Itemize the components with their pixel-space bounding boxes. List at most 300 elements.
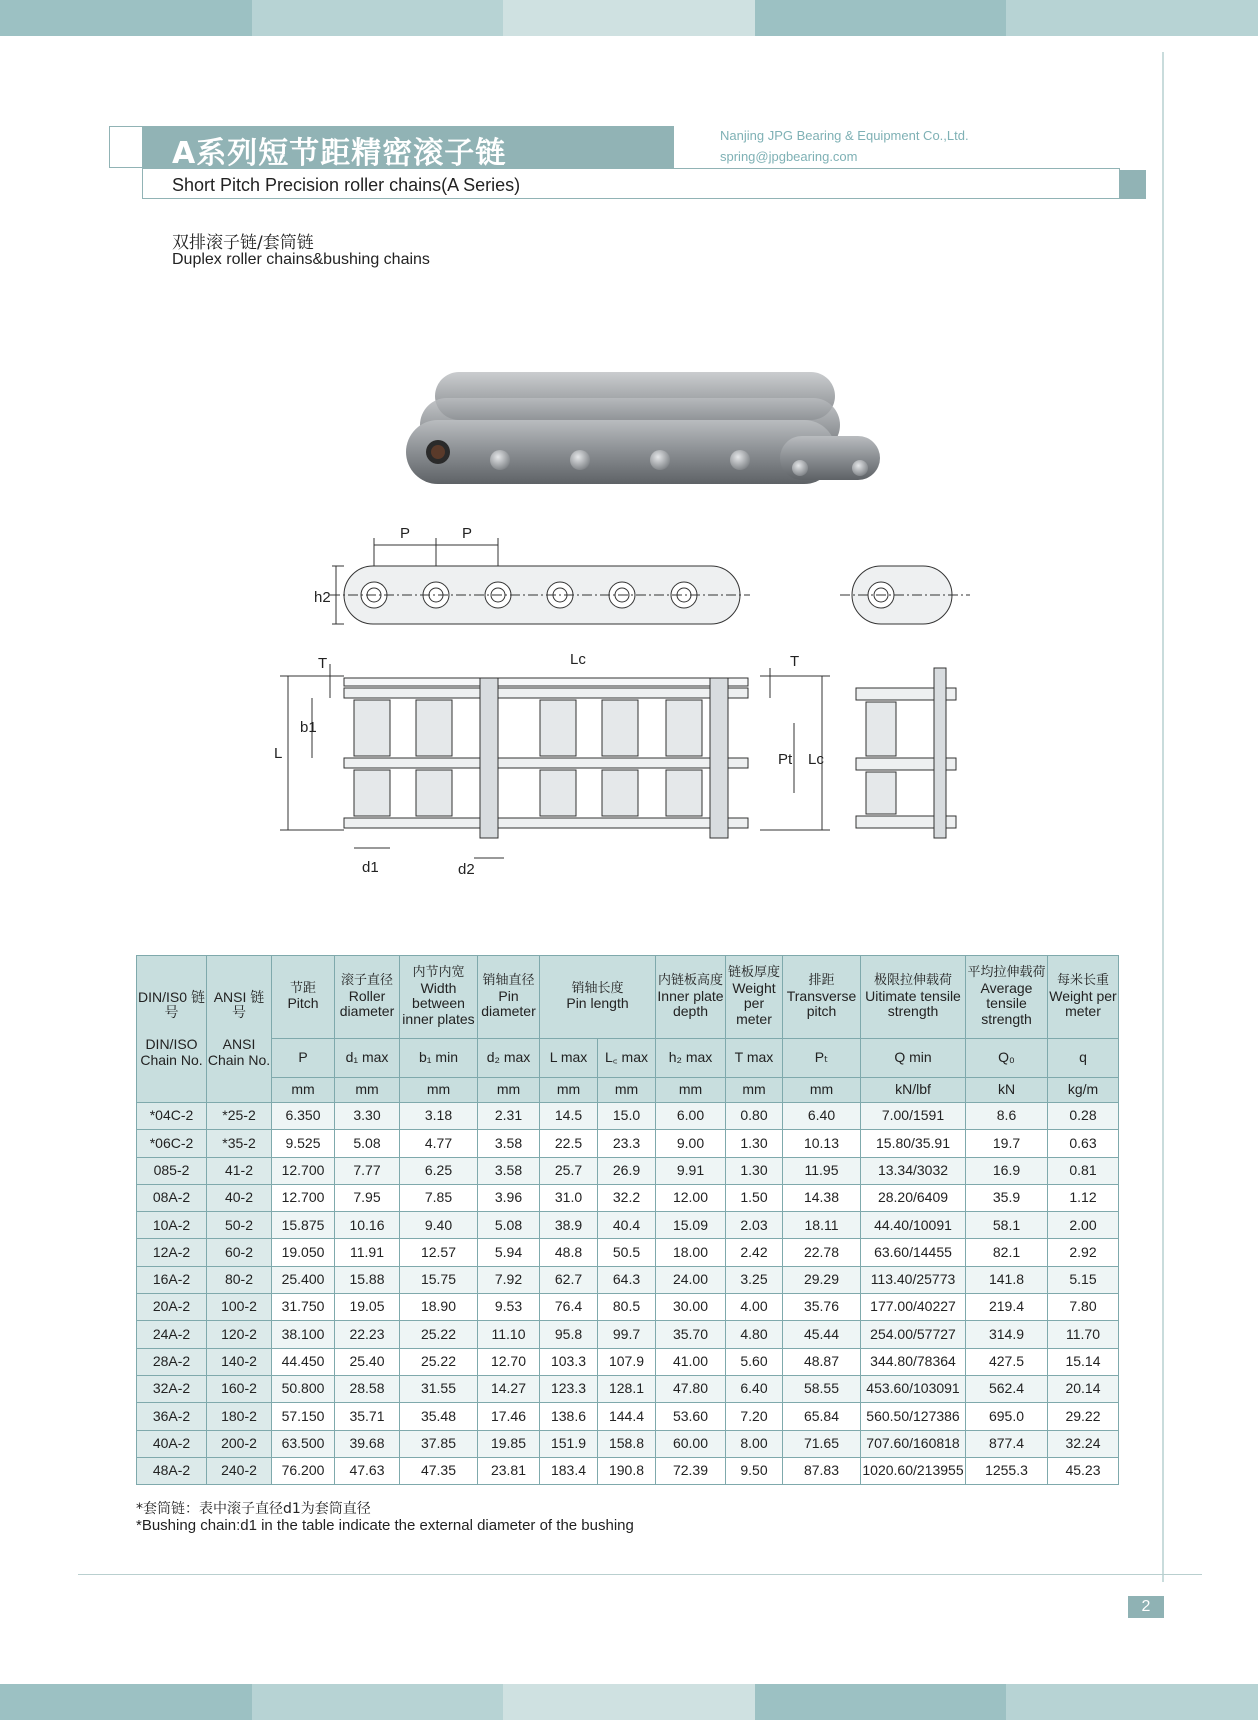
table-cell: 5.08 [335,1130,400,1157]
table-row [137,1321,1119,1348]
company-email: spring@jpgbearing.com [720,149,858,164]
unit-cell: mm [726,1078,783,1103]
table-cell: 7.77 [335,1157,400,1184]
section-title-en: Duplex roller chains&bushing chains [172,251,430,268]
table-cell: 427.5 [966,1348,1048,1375]
table-cell: 29.29 [783,1266,861,1293]
table-cell: 7.00/1591 [861,1103,966,1130]
table-cell: 10.13 [783,1130,861,1157]
unit-row [137,1078,1119,1103]
table-cell: 12.700 [272,1157,335,1184]
label-pt: Pt [778,751,793,768]
table-cell: 190.8 [598,1457,656,1484]
table-cell: 2.31 [478,1103,540,1130]
table-cell: 31.0 [540,1184,598,1211]
table-row [137,1348,1119,1375]
table-cell: 11.10 [478,1321,540,1348]
th-wt-cn: 每米长重 [1056,973,1109,989]
table-cell: 4.77 [400,1130,478,1157]
table-cell: 107.9 [598,1348,656,1375]
table-cell: 41-2 [207,1157,272,1184]
th-roller-en: Roller diameter [339,987,395,1020]
symbol-cell: d₂ max [478,1039,540,1078]
table-cell: 16A-2 [137,1266,207,1293]
table-cell: 48.87 [783,1348,861,1375]
table-cell: 15.75 [400,1266,478,1293]
subtitle-end-box [1120,170,1146,199]
table-cell: 0.80 [726,1103,783,1130]
table-cell: 50.5 [598,1239,656,1266]
unit-cell: kg/m [1048,1078,1119,1103]
table-cell: 5.94 [478,1239,540,1266]
table-cell: 50.800 [272,1375,335,1402]
table-cell: 18.90 [400,1294,478,1321]
symbol-cell: L꜀ max [598,1039,656,1078]
table-row [137,1130,1119,1157]
symbol-cell: b₁ min [400,1039,478,1078]
th-roller-cn: 滚子直径 [340,973,393,989]
table-cell: *25-2 [207,1103,272,1130]
table-cell: 144.4 [598,1403,656,1430]
table-cell: 28.58 [335,1375,400,1402]
table-cell: 62.7 [540,1266,598,1293]
table-cell: 45.44 [783,1321,861,1348]
table-cell: 5.60 [726,1348,783,1375]
th-width-cn: 内节内宽 [412,965,465,981]
table-row [137,1184,1119,1211]
table-cell: 141.8 [966,1266,1048,1293]
th-plate [656,956,726,1039]
table-cell: 63.500 [272,1430,335,1457]
table-cell: 219.4 [966,1294,1048,1321]
th-wt [1048,956,1119,1039]
label-p2: P [462,525,473,542]
table-cell: 177.00/40227 [861,1294,966,1321]
table-cell: 31.750 [272,1294,335,1321]
table-cell: 560.50/127386 [861,1403,966,1430]
th-trans-cn: 排距 [808,973,835,989]
label-d1: d1 [362,859,379,876]
table-cell: 15.80/35.91 [861,1130,966,1157]
table-cell: 22.23 [335,1321,400,1348]
table-cell: 103.3 [540,1348,598,1375]
table-cell: 6.40 [783,1103,861,1130]
th-pinlen-en: Pin length [566,995,629,1012]
table-cell: 22.5 [540,1130,598,1157]
unit-cell: mm [540,1078,598,1103]
table-cell: 8.6 [966,1103,1048,1130]
table-cell: 15.14 [1048,1348,1119,1375]
table-cell: 24.00 [656,1266,726,1293]
table-cell: 562.4 [966,1375,1048,1402]
table-cell: 47.80 [656,1375,726,1402]
table-cell: 10.16 [335,1212,400,1239]
table-cell: 60-2 [207,1239,272,1266]
company-name: Nanjing JPG Bearing & Equipment Co.,Ltd. [720,128,969,143]
note-cn: *套筒链：表中滚子直径d1为套筒直径 [136,1501,371,1517]
unit-cell: mm [335,1078,400,1103]
label-t1: T [318,655,328,672]
table-cell: 200-2 [207,1430,272,1457]
table-cell: 1020.60/213955 [861,1457,966,1484]
table-cell: 37.85 [400,1430,478,1457]
table-cell: 32.24 [1048,1430,1119,1457]
th-pitch-cn: 节距 [289,980,316,996]
table-cell: 26.9 [598,1157,656,1184]
table-cell: 58.1 [966,1212,1048,1239]
label-t2: T [790,653,800,670]
table-cell: 23.81 [478,1457,540,1484]
table-cell: 76.200 [272,1457,335,1484]
table-cell: 60.00 [656,1430,726,1457]
table-cell: 9.53 [478,1294,540,1321]
table-cell: 12.00 [656,1184,726,1211]
th-thick [726,956,783,1039]
table-cell: 12.57 [400,1239,478,1266]
table-cell: 47.63 [335,1457,400,1484]
th-thick-en: Weight per meter [732,979,776,1028]
table-cell: 0.81 [1048,1157,1119,1184]
table-cell: 344.80/78364 [861,1348,966,1375]
th-width-en: Width between inner plates [402,979,475,1028]
table-cell: 7.20 [726,1403,783,1430]
table-cell: 18.00 [656,1239,726,1266]
table-cell: 695.0 [966,1403,1048,1430]
label-b1: b1 [300,719,317,736]
table-cell: 2.42 [726,1239,783,1266]
table-cell: 17.46 [478,1403,540,1430]
table-cell: 254.00/57727 [861,1321,966,1348]
th-ult-en: Uitimate tensile strength [865,987,961,1020]
bottom-color-band [0,1684,1258,1720]
table-cell: 11.95 [783,1157,861,1184]
table-row [137,1266,1119,1293]
th-plate-cn: 内链板高度 [657,973,723,989]
table-cell: 29.22 [1048,1403,1119,1430]
table-row [137,1294,1119,1321]
th-pinlen [540,956,656,1039]
table-row [137,1430,1119,1457]
title-left-box [109,126,142,168]
label-d2: d2 [458,861,475,878]
table-cell: 7.85 [400,1184,478,1211]
symbol-cell: T max [726,1039,783,1078]
table-cell: 9.50 [726,1457,783,1484]
table-cell: 53.60 [656,1403,726,1430]
table-cell: 71.65 [783,1430,861,1457]
table-cell: 63.60/14455 [861,1239,966,1266]
page-title-cn: A系列短节距精密滚子链 [172,136,507,171]
table-cell: 38.9 [540,1212,598,1239]
th-pin-cn: 销轴直径 [482,973,535,989]
section-title-cn: 双排滚子链/套筒链 [172,233,314,253]
table-cell: 40-2 [207,1184,272,1211]
th-trans-en: Transverse pitch [786,987,857,1020]
table-cell: 1.30 [726,1130,783,1157]
table-row [137,1457,1119,1484]
table-cell: 32A-2 [137,1375,207,1402]
table-cell: 23.3 [598,1130,656,1157]
unit-cell: mm [478,1078,540,1103]
table-cell: 6.40 [726,1375,783,1402]
label-l: L [274,745,283,762]
table-cell: 87.83 [783,1457,861,1484]
table-cell: 82.1 [966,1239,1048,1266]
th-pitch-en: Pitch [287,995,319,1012]
unit-cell: kN/lbf [861,1078,966,1103]
table-cell: 3.58 [478,1130,540,1157]
chain-photo [400,360,890,500]
table-cell: 16.9 [966,1157,1048,1184]
table-cell: 57.150 [272,1403,335,1430]
table-cell: 3.30 [335,1103,400,1130]
table-cell: 35.70 [656,1321,726,1348]
table-cell: 151.9 [540,1430,598,1457]
table-cell: 1255.3 [966,1457,1048,1484]
table-cell: 128.1 [598,1375,656,1402]
th-ansi-cn: ANSI 链号 [213,988,265,1021]
unit-cell: mm [783,1078,861,1103]
table-cell: 35.71 [335,1403,400,1430]
table-cell: 9.40 [400,1212,478,1239]
table-cell: 123.3 [540,1375,598,1402]
table-cell: 64.3 [598,1266,656,1293]
table-cell: 25.22 [400,1321,478,1348]
symbol-cell: P [272,1039,335,1078]
table-cell: 25.7 [540,1157,598,1184]
table-cell: 19.050 [272,1239,335,1266]
th-pitch [272,956,335,1039]
table-cell: 72.39 [656,1457,726,1484]
table-cell: *35-2 [207,1130,272,1157]
table-cell: 1.30 [726,1157,783,1184]
table-cell: 4.00 [726,1294,783,1321]
table-cell: 28.20/6409 [861,1184,966,1211]
th-plate-en: Inner plate depth [657,987,724,1020]
table-cell: 707.60/160818 [861,1430,966,1457]
spec-table-body [137,1103,1119,1485]
th-trans [783,956,861,1039]
table-cell: 8.00 [726,1430,783,1457]
table-cell: 453.60/103091 [861,1375,966,1402]
table-cell: 1.12 [1048,1184,1119,1211]
table-cell: 7.95 [335,1184,400,1211]
table-cell: 50-2 [207,1212,272,1239]
plan-view [280,664,956,858]
table-cell: 24A-2 [137,1321,207,1348]
table-row [137,1403,1119,1430]
table-cell: 15.0 [598,1103,656,1130]
table-cell: 15.875 [272,1212,335,1239]
table-cell: 113.40/25773 [861,1266,966,1293]
table-cell: 6.25 [400,1157,478,1184]
table-cell: 1.50 [726,1184,783,1211]
page-number: 2 [1128,1596,1164,1618]
symbol-cell: Q min [861,1039,966,1078]
table-cell: 08A-2 [137,1184,207,1211]
table-cell: 9.00 [656,1130,726,1157]
th-avg-cn: 平均拉伸载荷 [967,965,1046,981]
table-cell: 20A-2 [137,1294,207,1321]
table-cell: 14.5 [540,1103,598,1130]
table-cell: 2.00 [1048,1212,1119,1239]
table-cell: 085-2 [137,1157,207,1184]
table-cell: 7.92 [478,1266,540,1293]
label-h2: h2 [314,589,331,606]
table-cell: 240-2 [207,1457,272,1484]
table-cell: 180-2 [207,1403,272,1430]
table-cell: 25.400 [272,1266,335,1293]
table-cell: 35.9 [966,1184,1048,1211]
table-cell: 22.78 [783,1239,861,1266]
th-pin [478,956,540,1039]
table-cell: 40A-2 [137,1430,207,1457]
table-cell: 5.08 [478,1212,540,1239]
table-cell: 2.92 [1048,1239,1119,1266]
unit-cell: kN [966,1078,1048,1103]
unit-cell: mm [272,1078,335,1103]
th-avg [966,956,1048,1039]
table-cell: 158.8 [598,1430,656,1457]
table-cell: 877.4 [966,1430,1048,1457]
table-row [137,1212,1119,1239]
symbol-row [137,1039,1119,1078]
table-cell: 9.525 [272,1130,335,1157]
table-cell: 12.70 [478,1348,540,1375]
table-cell: 15.09 [656,1212,726,1239]
table-cell: *04C-2 [137,1103,207,1130]
table-cell: 48A-2 [137,1457,207,1484]
th-roller [335,956,400,1039]
table-cell: 140-2 [207,1348,272,1375]
table-cell: 40.4 [598,1212,656,1239]
label-lc1: Lc [570,651,586,668]
table-row [137,1103,1119,1130]
table-cell: 76.4 [540,1294,598,1321]
symbol-cell: L max [540,1039,598,1078]
th-din-cn: DIN/IS0 链号 [138,988,205,1021]
table-cell: 3.25 [726,1266,783,1293]
table-cell: 15.88 [335,1266,400,1293]
table-cell: 0.28 [1048,1103,1119,1130]
table-cell: 32.2 [598,1184,656,1211]
table-cell: 314.9 [966,1321,1048,1348]
table-row [137,1157,1119,1184]
table-cell: 11.70 [1048,1321,1119,1348]
symbol-cell: q [1048,1039,1119,1078]
table-cell: 80-2 [207,1266,272,1293]
table-cell: 3.58 [478,1157,540,1184]
unit-cell: mm [598,1078,656,1103]
table-cell: 58.55 [783,1375,861,1402]
symbol-cell: Q₀ [966,1039,1048,1078]
table-cell: 6.350 [272,1103,335,1130]
table-cell: 2.03 [726,1212,783,1239]
table-cell: 6.00 [656,1103,726,1130]
table-cell: 183.4 [540,1457,598,1484]
table-cell: 35.76 [783,1294,861,1321]
unit-cell: mm [400,1078,478,1103]
table-cell: 39.68 [335,1430,400,1457]
table-cell: 28A-2 [137,1348,207,1375]
top-color-band [0,0,1258,36]
table-cell: 5.15 [1048,1266,1119,1293]
symbol-cell: h₂ max [656,1039,726,1078]
table-cell: 38.100 [272,1321,335,1348]
th-din-en: DIN/ISO Chain No. [140,1035,203,1068]
table-cell: 65.84 [783,1403,861,1430]
right-margin-line [1162,52,1164,1582]
table-cell: 14.38 [783,1184,861,1211]
th-width [400,956,478,1039]
th-avg-en: Average tensile strength [980,979,1033,1028]
table-cell: 25.40 [335,1348,400,1375]
table-cell: 19.7 [966,1130,1048,1157]
table-cell: 12.700 [272,1184,335,1211]
table-cell: 30.00 [656,1294,726,1321]
th-ult-cn: 极限拉伸载荷 [873,973,952,989]
table-cell: 95.8 [540,1321,598,1348]
table-cell: 0.63 [1048,1130,1119,1157]
table-cell: 45.23 [1048,1457,1119,1484]
note-en: *Bushing chain:d1 in the table indicate the external diameter of the bushing [136,1517,634,1534]
label-lc2: Lc [808,751,824,768]
table-cell: 138.6 [540,1403,598,1430]
table-cell: 99.7 [598,1321,656,1348]
label-p1: P [400,525,411,542]
table-cell: 9.91 [656,1157,726,1184]
table-cell: 14.27 [478,1375,540,1402]
table-cell: 44.40/10091 [861,1212,966,1239]
table-cell: 7.80 [1048,1294,1119,1321]
table-cell: 4.80 [726,1321,783,1348]
th-wt-en: Weight per meter [1049,987,1117,1020]
table-row [137,1375,1119,1402]
th-ult [861,956,966,1039]
th-din [137,956,207,1103]
table-cell: 36A-2 [137,1403,207,1430]
symbol-cell: d₁ max [335,1039,400,1078]
table-cell: 3.96 [478,1184,540,1211]
table-cell: 13.34/3032 [861,1157,966,1184]
table-cell: 20.14 [1048,1375,1119,1402]
page-title-en: Short Pitch Precision roller chains(A Series) [172,175,521,195]
footer-rule [78,1574,1202,1575]
side-view [330,538,970,624]
spec-table [136,955,1119,1485]
table-cell: 10A-2 [137,1212,207,1239]
th-thick-cn: 链板厚度 [727,965,780,981]
table-cell: 3.18 [400,1103,478,1130]
unit-cell: mm [656,1078,726,1103]
table-cell: 12A-2 [137,1239,207,1266]
table-cell: 25.22 [400,1348,478,1375]
table-cell: 35.48 [400,1403,478,1430]
table-cell: 160-2 [207,1375,272,1402]
table-cell: 18.11 [783,1212,861,1239]
table-cell: 11.91 [335,1239,400,1266]
table-cell: 44.450 [272,1348,335,1375]
table-cell: 19.85 [478,1430,540,1457]
table-cell: 19.05 [335,1294,400,1321]
th-ansi-en: ANSI Chain No. [207,1035,271,1068]
table-row [137,1239,1119,1266]
table-cell: *06C-2 [137,1130,207,1157]
table-cell: 31.55 [400,1375,478,1402]
table-cell: 120-2 [207,1321,272,1348]
table-cell: 41.00 [656,1348,726,1375]
table-cell: 47.35 [400,1457,478,1484]
